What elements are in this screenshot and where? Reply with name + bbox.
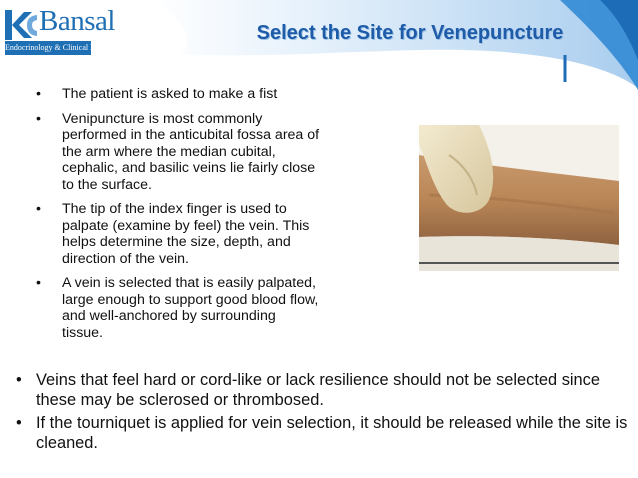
bullet-text: The patient is asked to make a fist (62, 86, 278, 102)
bullet-marker: • (36, 86, 41, 102)
list-item (30, 201, 320, 267)
list-item (30, 86, 320, 103)
bullet-text: Veins that feel hard or cord-like or lack resilience should not be selected since these may be sclerosed or thrombosed. (36, 371, 600, 409)
bullet-marker: • (16, 414, 22, 432)
bullet-text: The tip of the index finger is used to palpate (examine by feel) the vein. This helps determine the size, depth, and direction of the vein. (62, 201, 310, 267)
logo-tagline: Endocrinology & Clinical Lab (5, 41, 91, 55)
bullet-list (30, 86, 320, 349)
bullet-text: If the tourniquet is applied for vein selection, it should be released while the site is cleaned. (36, 414, 628, 452)
list-item (30, 275, 320, 341)
list-item (8, 370, 636, 410)
venipuncture-photo (419, 125, 619, 271)
bullet-text: Venipuncture is most commonly performed in the anticubital fossa area of the arm where the median cubital, cephalic, and basilic veins lie fairly close to the surface. (62, 110, 320, 193)
bullet-marker: • (36, 275, 41, 291)
logo-brand-text: Bansal (39, 5, 115, 37)
bullet-marker: • (36, 110, 41, 127)
bullet-marker: • (36, 201, 41, 217)
slide-title: Select the Site for Venepuncture (256, 22, 564, 44)
list-item (8, 413, 636, 453)
bullet-text: A vein is selected that is easily palpated, large enough to support good blood flow, and well-anchored by surrounding tissue. (62, 275, 319, 341)
list-item (30, 111, 320, 194)
company-logo (1, 4, 115, 58)
bottom-bullet-list (8, 370, 636, 456)
logo-mark-icon (5, 10, 39, 40)
bullet-marker: • (16, 371, 22, 389)
